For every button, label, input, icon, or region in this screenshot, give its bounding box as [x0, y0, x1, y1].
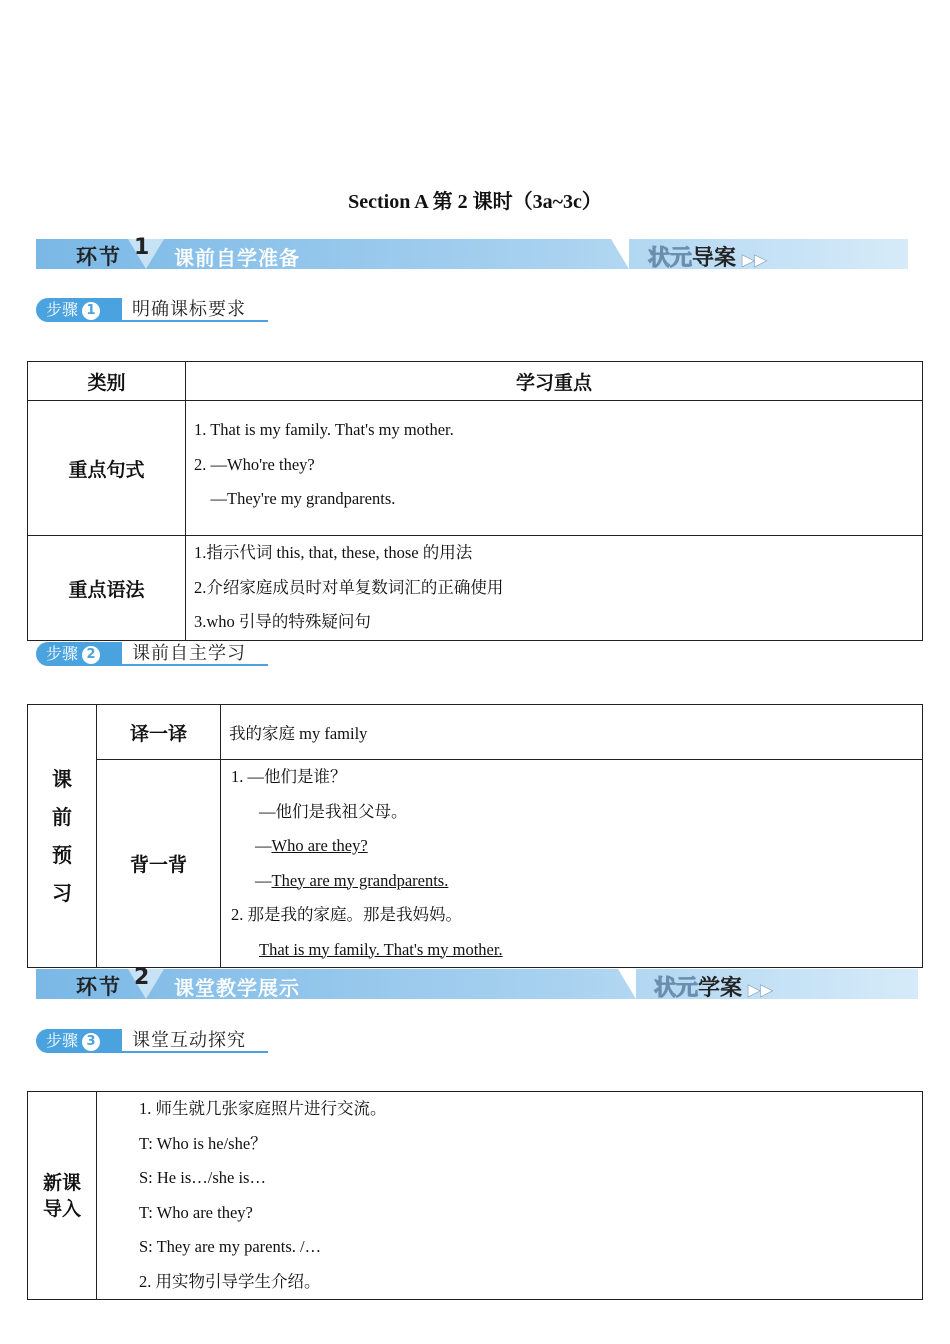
lesson-intro-table — [27, 1091, 923, 1300]
step-underline — [122, 664, 268, 666]
step-label-2 — [36, 642, 276, 666]
key-grammar-cell — [186, 536, 923, 641]
step-pill — [36, 642, 122, 666]
step-label-1 — [36, 298, 276, 322]
step-text: 课堂互动探究 — [132, 1030, 246, 1051]
text-line: 2. —Who're they? — [194, 454, 315, 474]
text-line: 1.指示代词 this, that, these, those 的用法 — [194, 543, 473, 562]
page-title: Section A 第 2 课时（3a~3c） — [348, 191, 602, 213]
table-header-category: 类别 — [28, 362, 186, 401]
step-number: 2 — [82, 646, 100, 664]
text-line: 3.who 引导的特殊疑问句 — [194, 612, 371, 631]
side-char: 习 — [52, 881, 72, 905]
banner-subtitle: 课堂教学展示 — [174, 976, 300, 1000]
text-line: —他们是我祖父母。 — [259, 801, 408, 821]
step-text: 课前自主学习 — [132, 643, 246, 664]
dash: — — [255, 870, 272, 890]
dash: — — [255, 836, 272, 855]
brand-part-a: 状元 — [648, 246, 693, 271]
step-label-3 — [36, 1029, 276, 1053]
banner-brand — [654, 971, 773, 1002]
brand-part-b: 导案 — [692, 246, 737, 271]
double-arrow-icon: ▶▶ — [748, 980, 773, 999]
preview-side-label — [28, 705, 97, 968]
side-char: 课 — [52, 767, 72, 791]
banner-divider — [611, 239, 629, 269]
text-line: 2. 用实物引导学生介绍。 — [139, 1271, 321, 1291]
text-line: S: They are my parents. /… — [139, 1237, 322, 1256]
step-pill — [36, 298, 122, 322]
lesson-intro-label — [28, 1092, 97, 1300]
side-text: 新课 — [42, 1171, 81, 1194]
step-pill — [36, 1029, 122, 1053]
lesson-intro-cell — [97, 1092, 923, 1300]
step-number: 1 — [82, 302, 100, 320]
answer-text: They are my grandparents. — [271, 870, 449, 890]
learning-focus-table — [27, 361, 923, 641]
text-line: T: Who is he/she？ — [139, 1133, 267, 1153]
step-underline — [122, 1051, 268, 1053]
translate-label: 译一译 — [97, 705, 221, 760]
side-text: 导入 — [42, 1197, 81, 1220]
step-pill-label: 步骤 — [46, 1031, 79, 1050]
side-char: 前 — [52, 805, 72, 829]
brand-part-a: 状元 — [654, 976, 699, 1001]
brand-part-b: 学案 — [698, 976, 743, 1001]
step-pill-label: 步骤 — [46, 300, 79, 319]
step-pill-label: 步骤 — [46, 644, 79, 663]
text-line: 1. —他们是谁？ — [231, 767, 347, 786]
text-line: 2.介绍家庭成员时对单复数词汇的正确使用 — [194, 577, 504, 597]
answer-text: Who are they? — [271, 836, 368, 855]
section-banner-1 — [36, 235, 908, 271]
text-line: 1. 师生就几张家庭照片进行交流。 — [139, 1099, 387, 1118]
banner-subtitle: 课前自学准备 — [174, 246, 300, 270]
banner-brand — [648, 241, 767, 272]
recite-cell — [221, 760, 923, 968]
banner-divider — [618, 969, 636, 999]
double-arrow-icon: ▶▶ — [742, 250, 767, 269]
text-line: —They're my grandparents. — [194, 489, 396, 508]
section-banner-2 — [36, 965, 918, 1001]
text-line: T: Who are they? — [139, 1202, 253, 1222]
answer-line — [231, 864, 914, 899]
step-text: 明确课标要求 — [132, 299, 246, 320]
preview-table — [27, 704, 923, 968]
recite-label: 背一背 — [97, 760, 221, 968]
translate-cell: 我的家庭 my family — [221, 705, 923, 760]
answer-line — [231, 829, 914, 864]
category-key-grammar: 重点语法 — [28, 536, 186, 641]
category-key-sentences: 重点句式 — [28, 401, 186, 536]
step-underline — [122, 320, 268, 322]
banner-number: 1 — [134, 235, 150, 260]
banner-number: 2 — [134, 965, 150, 990]
text-line: 2. 那是我的家庭。那是我妈妈。 — [231, 905, 462, 924]
step-number: 3 — [82, 1033, 100, 1051]
answer-text: That is my family. That's my mother. — [259, 939, 503, 959]
text-line: 1. That is my family. That's my mother. — [194, 420, 454, 439]
side-char: 预 — [52, 843, 72, 867]
answer-line — [231, 933, 914, 968]
key-sentences-cell — [186, 401, 923, 536]
table-header-focus: 学习重点 — [186, 362, 923, 401]
banner-label: 环节 — [76, 245, 122, 269]
banner-label: 环节 — [76, 975, 122, 999]
text-line: S: He is…/she is… — [139, 1168, 266, 1187]
